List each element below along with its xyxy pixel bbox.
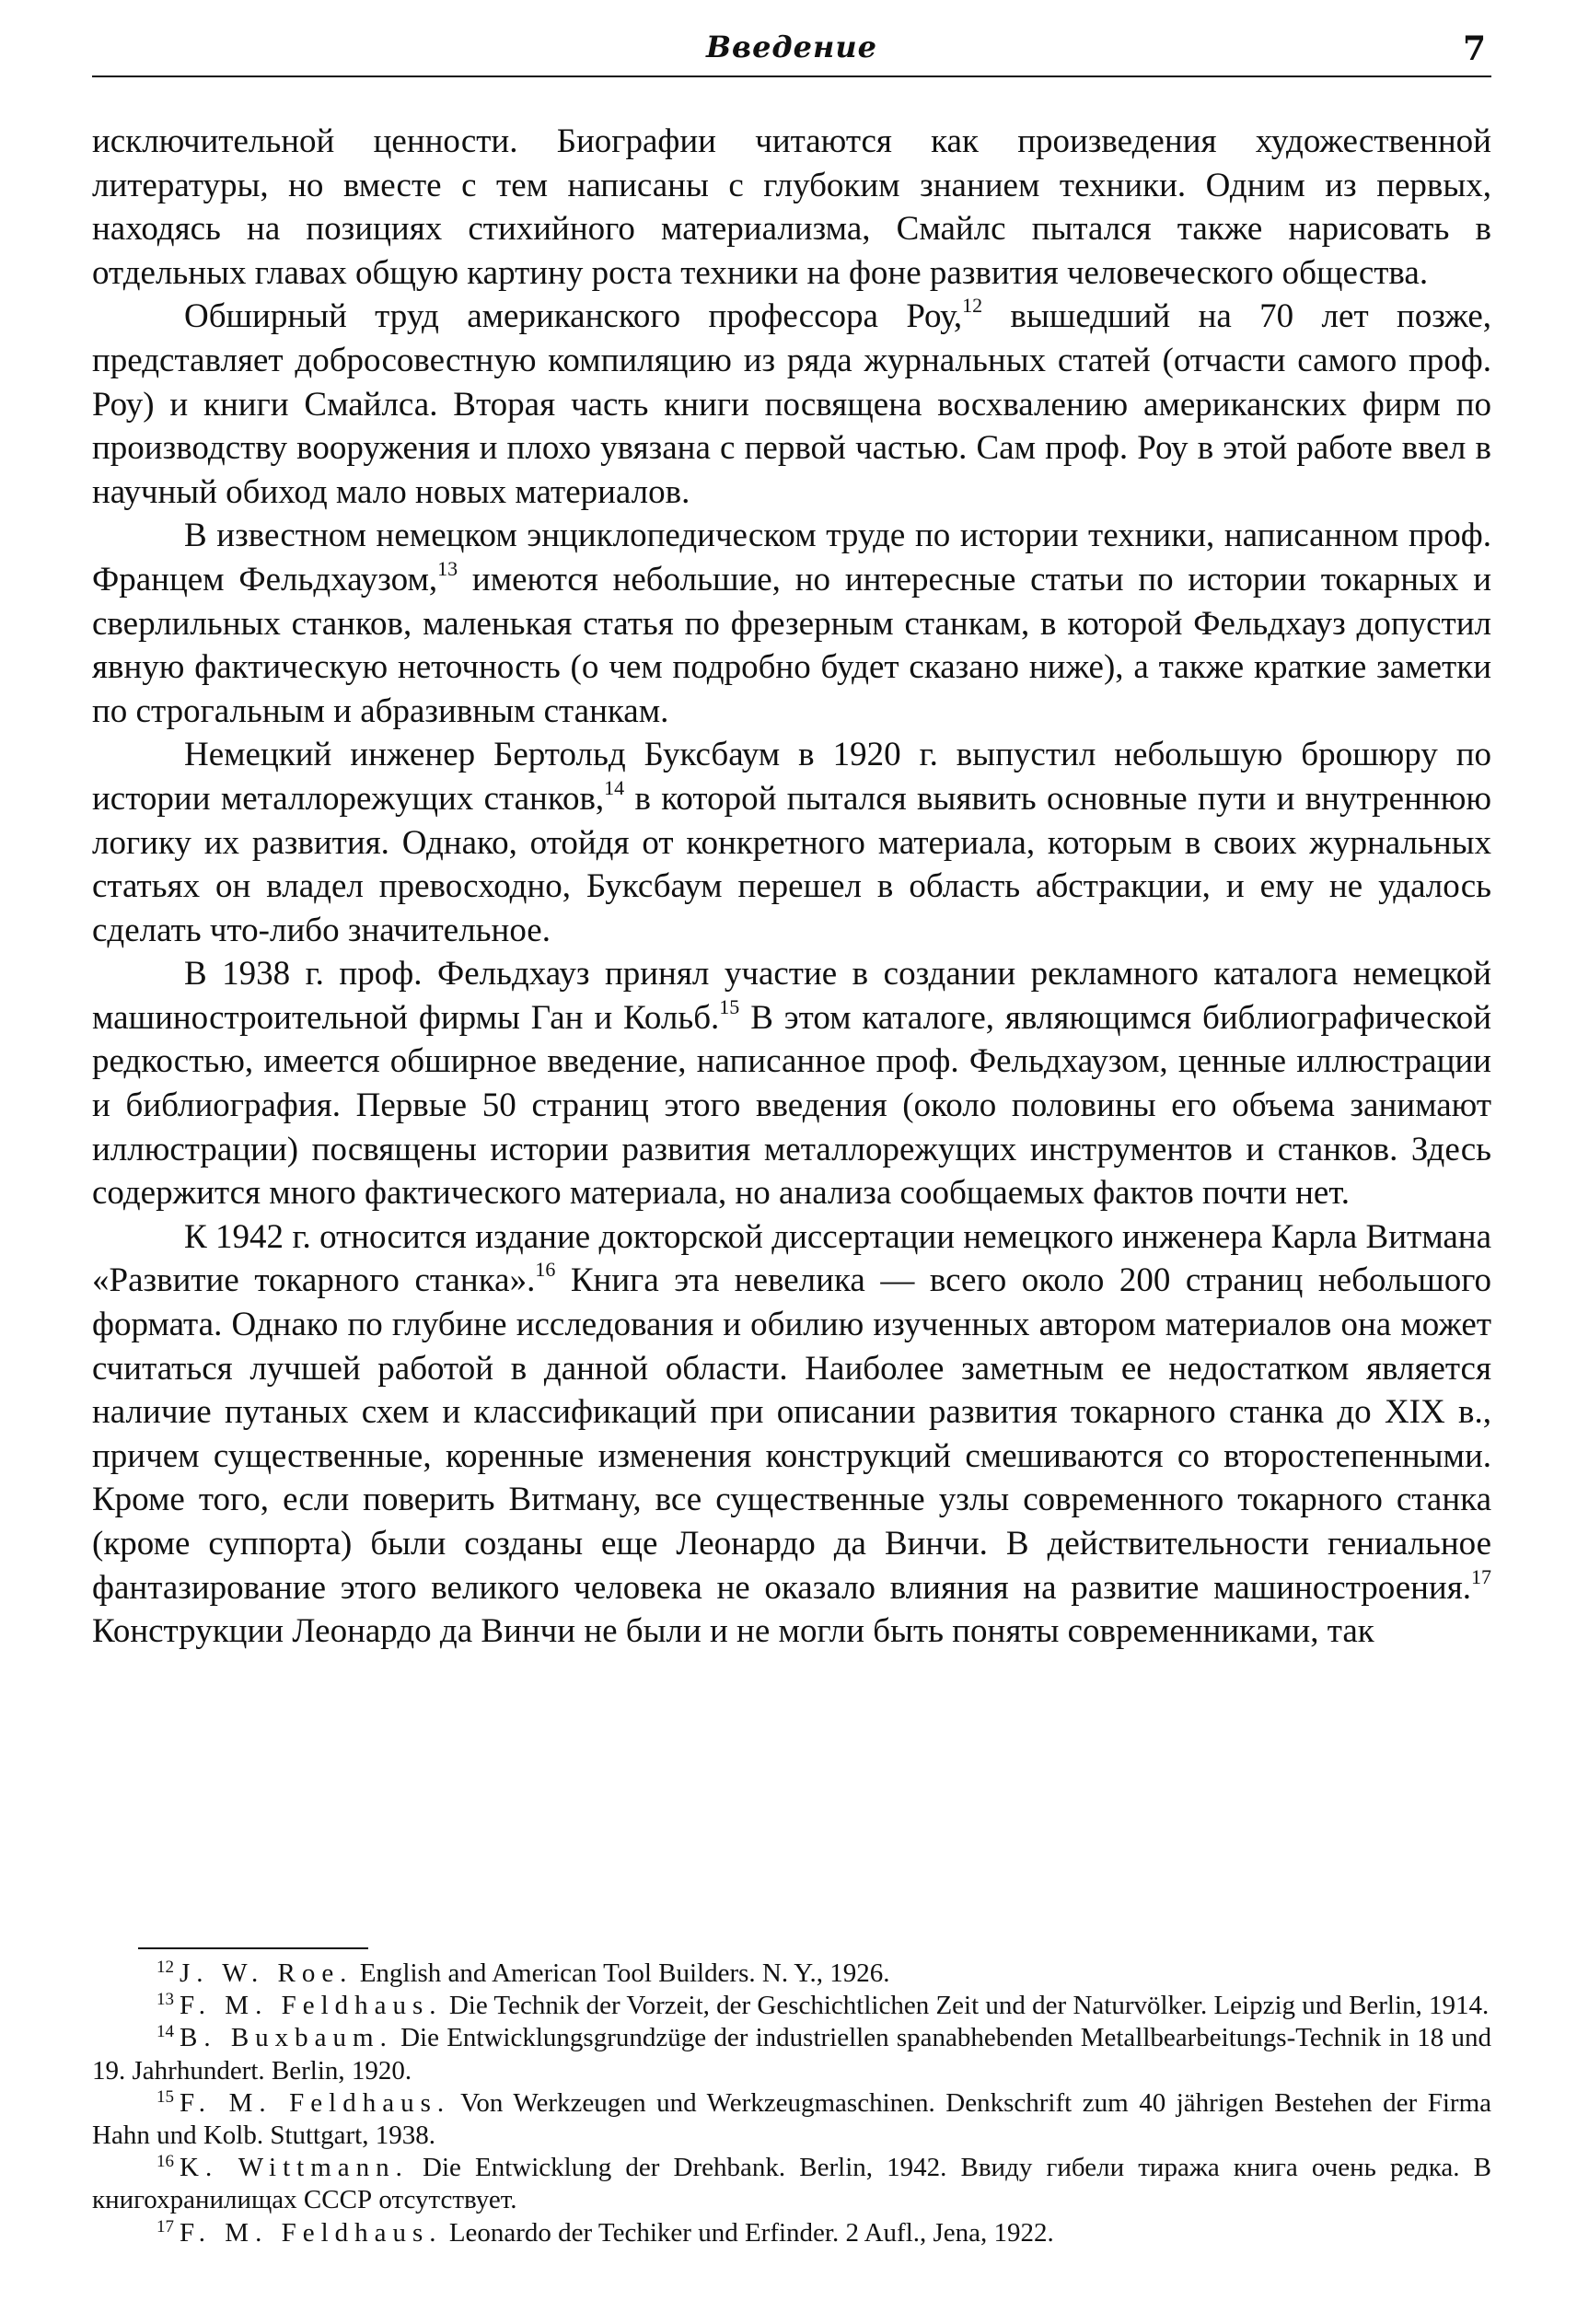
paragraph xyxy=(92,733,1491,952)
footnote-number: 14 xyxy=(157,2022,174,2042)
footnote-number: 16 xyxy=(157,2152,174,2172)
footnote xyxy=(92,2087,1491,2152)
footnote-number: 17 xyxy=(157,2216,174,2237)
page-header xyxy=(92,29,1491,76)
footnote-ref: 14 xyxy=(604,775,625,799)
main-text xyxy=(92,120,1491,1654)
footnote-text: Die Technik der Vorzeit, der Geschichtlichen Zeit und der Naturvölker. Leipzig und Berlin, 1914. xyxy=(442,1991,1490,2021)
footnote-ref: 15 xyxy=(719,994,740,1018)
paragraph-text: имеются небольшие, но интересные статьи по истории токарных и сверлильных станков, маленькая статья по фрезерным станкам, в которой Фельдхауз допустил явную фактическую неточность (о чем подробно будет сказано ниже), а также краткие заметки по строгальным и абразивным станкам. xyxy=(92,560,1491,730)
footnote xyxy=(92,2152,1491,2216)
footnote xyxy=(92,2022,1491,2086)
paragraph-text: Немецкий инженер Бертольд Буксбаум в 1920 г. выпустил небольшую брошюру по истории металлорежущих станков, xyxy=(92,736,1491,818)
footnote-text: Die Entwicklungsgrundzüge der industriellen spanabhebenden Metallbearbeitungs-Technik in 18 und 19. Jahrhundert. Berlin, 1920. xyxy=(92,2023,1491,2086)
paragraph-text: Обширный труд американского профессора Роу, xyxy=(184,297,963,336)
page-number: 7 xyxy=(1462,29,1486,68)
footnote-text: Die Entwicklung der Drehbank. Berlin, 1942. Ввиду гибели тиража книга очень редка. В книгохранилищах СССР отсутствует. xyxy=(92,2153,1491,2215)
footnote-number: 13 xyxy=(157,1990,174,2010)
paragraph-text: В 1938 г. проф. Фельдхауз принял участие в создании рекламного каталога немецкой машиностроительной фирмы Ган и Кольб. xyxy=(92,955,1491,1037)
paragraph-text: Конструкции Леонардо да Винчи не были и не могли быть поняты современниками, так xyxy=(92,1612,1374,1651)
footnote-author: F. M. Feldhaus. xyxy=(180,1991,443,2021)
footnote-author: F. M. Feldhaus. xyxy=(180,2217,443,2248)
paragraph-text: в которой пытался выявить основные пути и внутреннюю логику их развития. Однако, отойдя от конкретного материала, которым в своих журнальных статьях он владел превосходно, Буксбаум перешел в область абстракции, и ему не удалось сделать что-либо значительное. xyxy=(92,779,1491,949)
running-title: Введение xyxy=(706,29,877,64)
paragraph xyxy=(92,120,1491,295)
footnote xyxy=(92,2217,1491,2249)
paragraph xyxy=(92,952,1491,1215)
paragraph-text: исключительной ценности. Биографии читаются как произведения художественной литературы, но вместе с тем написаны с глубоким знанием техники. Одним из первых, находясь на позициях стихийного материализма, Смайлс пытался также нарисовать в отдельных главах общую картину роста техники на фоне развития человеческого общества. xyxy=(92,122,1491,292)
paragraph-text: вышедший на 70 лет позже, представляет добросовестную компиляцию из ряда журнальных статей (отчасти самого проф. Роу) и книги Смайлса. Вторая часть книги посвящена восхвалению американских фирм по производству вооружения и плохо увязана с первой частью. Сам проф. Роу в этой работе ввел в научный обиход мало новых материалов. xyxy=(92,297,1491,511)
paragraph-text: В этом каталоге, являющимся библиографической редкостью, имеется обширное введение, написанное проф. Фельдхаузом, ценные иллюстрации и библиография. Первые 50 страниц этого введения (около половины его объема занимают иллюстрации) посвящены истории развития металлорежущих инструментов и станков. Здесь содержится много фактического материала, но анализа сообщаемых фактов почти нет. xyxy=(92,998,1491,1213)
footnote-author: J. W. Roe. xyxy=(180,1958,354,1988)
footnote-ref: 13 xyxy=(437,556,458,580)
footnote-author: K. Wittmann. xyxy=(180,2153,409,2183)
footnote-text: Leonardo der Techiker und Erfinder. 2 Aufl., Jena, 1922. xyxy=(442,2217,1054,2248)
footnote-text: English and American Tool Builders. N. Y., 1926. xyxy=(353,1958,890,1988)
footnote xyxy=(92,1990,1491,2022)
footnote-author: B. Buxbaum. xyxy=(180,2023,393,2053)
footnote xyxy=(92,1958,1491,1990)
paragraph xyxy=(92,514,1491,733)
footnote-number: 12 xyxy=(157,1958,174,1977)
header-rule xyxy=(92,76,1491,77)
paragraph-text: В известном немецком энциклопедическом труде по истории техники, написанном проф. Францем Фельдхаузом, xyxy=(92,517,1491,598)
paragraph xyxy=(92,1215,1491,1654)
paragraph xyxy=(92,295,1491,514)
footnotes xyxy=(92,1958,1491,2249)
paragraph-text: Книга эта невелика — всего около 200 страниц небольшого формата. Однако по глубине исследования и обилию изученных автором материалов она может считаться лучшей работой в данной области. Наиболее заметным ее недостатком является наличие путаных схем и классификаций при описании развития токарного станка до XIX в., причем существенные, коренные изменения конструкций смешиваются со второстепенными. Кроме того, если поверить Витману, все существенные узлы современного токарного станка (кроме суппорта) были созданы еще Леонардо да Винчи. В действительности гениальное фантазирование этого великого человека не оказало влияния на развитие машиностроения. xyxy=(92,1261,1491,1607)
footnote-ref: 16 xyxy=(535,1258,556,1282)
paragraph-text: К 1942 г. относится издание докторской диссертации немецкого инженера Карла Витмана «Развитие токарного станка». xyxy=(92,1217,1491,1300)
footnote-ref: 17 xyxy=(1471,1564,1491,1588)
footnote-author: F. M. Feldhaus. xyxy=(180,2087,451,2118)
footnote-rule xyxy=(138,1947,368,1949)
footnote-ref: 12 xyxy=(962,294,983,318)
footnote-number: 15 xyxy=(157,2086,174,2107)
footnote-text: Von Werkzeugen und Werkzeugmaschinen. Denkschrift zum 40 jährigen Bestehen der Firma Hahn und Kolb. Stuttgart, 1938. xyxy=(92,2087,1492,2151)
